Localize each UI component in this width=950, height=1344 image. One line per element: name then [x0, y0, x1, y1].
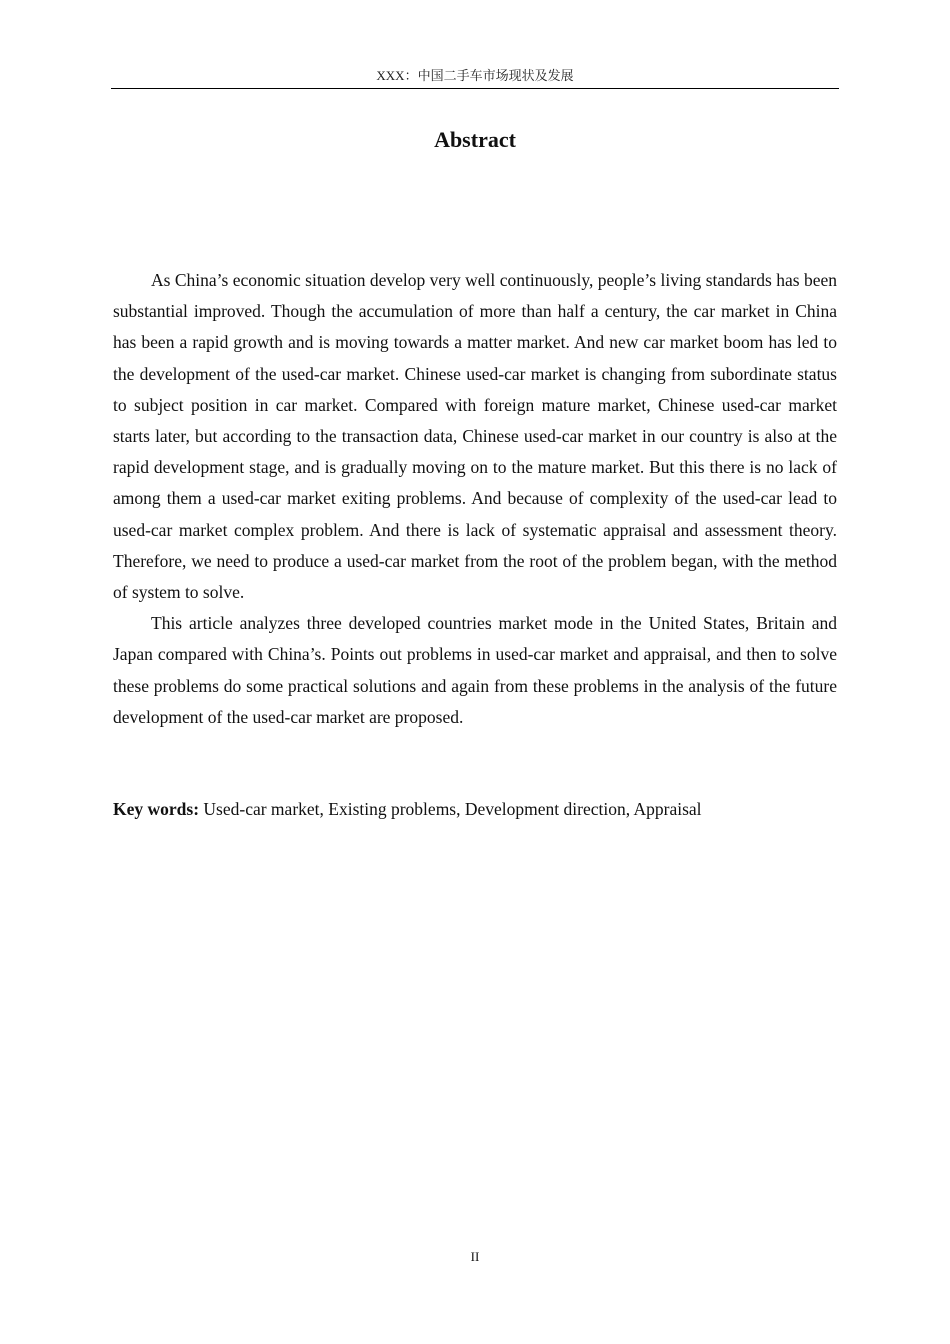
keywords-label: Key words: — [113, 799, 200, 819]
page-number: II — [470, 1249, 480, 1264]
abstract-body — [113, 265, 837, 733]
page-title: Abstract — [434, 127, 516, 152]
abstract-paragraph-1: As China’s economic situation develop very well continuously, people’s living standards has been substantial improved. Though the accumulation of more than half a century, the car market in China has been a rapid growth and is moving towards a matter market. And new car market boom has led to the development of the used-car market. Chinese used-car market is changing from subordinate status to subject position in car market. Compared with foreign mature market, Chinese used-car market starts later, but according to the transaction data, Chinese used-car market in our country is also at the rapid development stage, and is gradually moving on to the mature market. But this there is no lack of among them a used-car market exiting problems. And because of complexity of the used-car lead to used-car market complex problem. And there is lack of systematic appraisal and assessment theory. Therefore, we need to produce a used-car market from the root of the problem began, with the method of system to solve. — [113, 270, 837, 603]
header-divider — [111, 88, 839, 89]
keywords-text: Used-car market, Existing problems, Development direction, Appraisal — [203, 799, 702, 819]
abstract-paragraph-2: This article analyzes three developed countries market mode in the United States, Britain and Japan compared with China’s. Points out problems in used-car market and appraisal, and then to solve these problems do some practical solutions and again from these problems in the analysis of the future development of the used-car market are proposed. — [113, 613, 837, 727]
keywords-line — [113, 794, 837, 825]
running-header: XXX：中国二手车市场现状及发展 — [376, 68, 574, 83]
